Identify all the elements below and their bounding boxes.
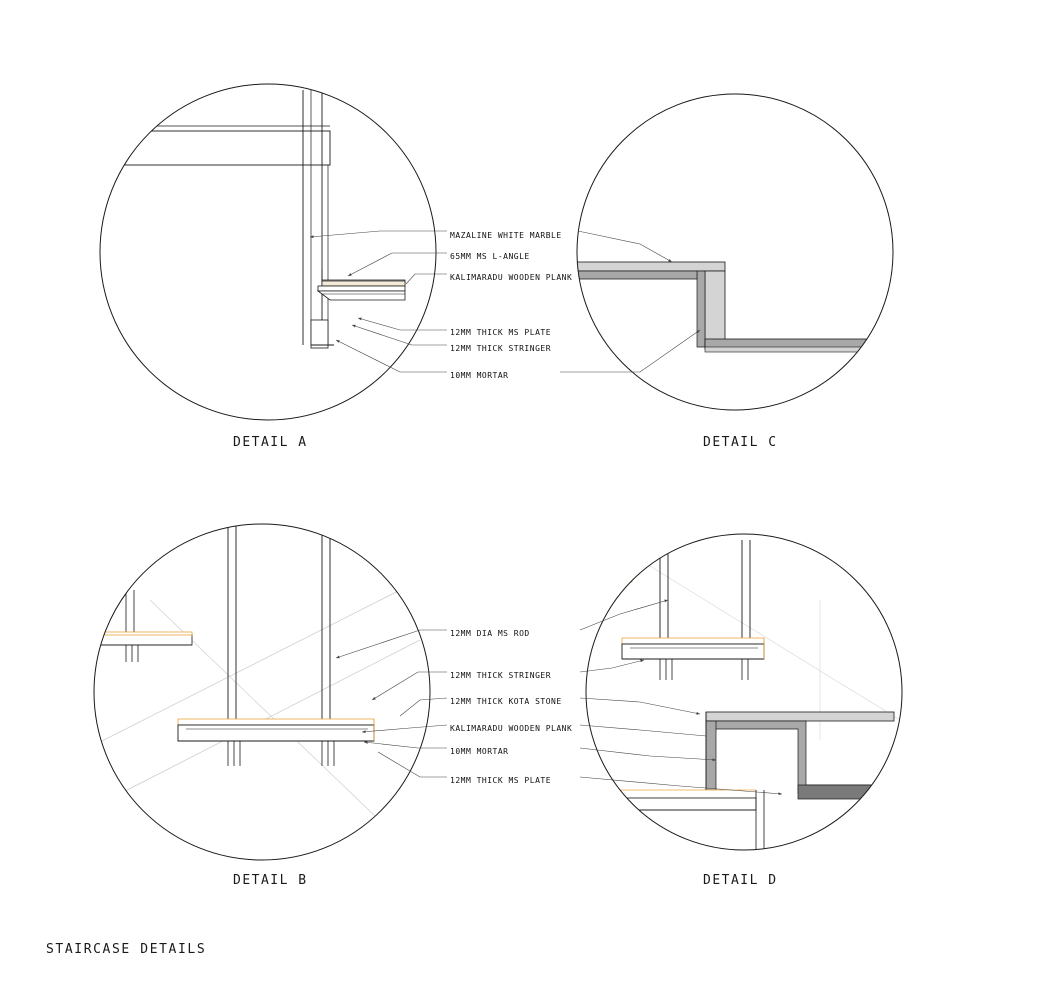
detail-a-leaders xyxy=(310,231,447,372)
annotation-label-stringer-a: 12MM THICK STRINGER xyxy=(450,344,552,353)
detail-b-caption: DETAIL B xyxy=(233,873,308,888)
annotation-label-wooden-plank-a: KALIMARADU WOODEN PLANK xyxy=(450,273,573,282)
annotation-label-mortar-a: 10MM MORTAR xyxy=(450,371,509,380)
detail-b-leaders xyxy=(336,630,447,777)
detail-c-content xyxy=(577,262,891,352)
detail-d-content xyxy=(592,536,900,855)
annotation-label-kota-stone-b: 12MM THICK KOTA STONE xyxy=(450,697,562,706)
annotation-label-ms-plate-b: 12MM THICK MS PLATE xyxy=(450,776,552,785)
detail-d-group xyxy=(580,534,902,855)
sheet-title: STAIRCASE DETAILS xyxy=(46,942,207,957)
detail-c-group xyxy=(560,94,893,410)
annotation-label-mortar-b: 10MM MORTAR xyxy=(450,747,509,756)
detail-c-caption: DETAIL C xyxy=(703,435,778,450)
detail-b-circle xyxy=(94,524,430,860)
annotation-label-ms-plate-a: 12MM THICK MS PLATE xyxy=(450,328,552,337)
detail-b-group xyxy=(94,524,447,860)
annotation-label-ms-rod-b: 12MM DIA MS ROD xyxy=(450,629,530,638)
annotation-label-wooden-plank-b: KALIMARADU WOODEN PLANK xyxy=(450,724,573,733)
detail-c-circle xyxy=(577,94,893,410)
annotation-label-marble-a: MAZALINE WHITE MARBLE xyxy=(450,231,562,240)
detail-a-caption: DETAIL A xyxy=(233,435,308,450)
detail-d-caption: DETAIL D xyxy=(703,873,778,888)
detail-a-group xyxy=(100,84,447,420)
detail-a-content xyxy=(118,90,405,348)
annotation-label-stringer-b: 12MM THICK STRINGER xyxy=(450,671,552,680)
annotation-label-l-angle-a: 65MM MS L-ANGLE xyxy=(450,252,530,261)
